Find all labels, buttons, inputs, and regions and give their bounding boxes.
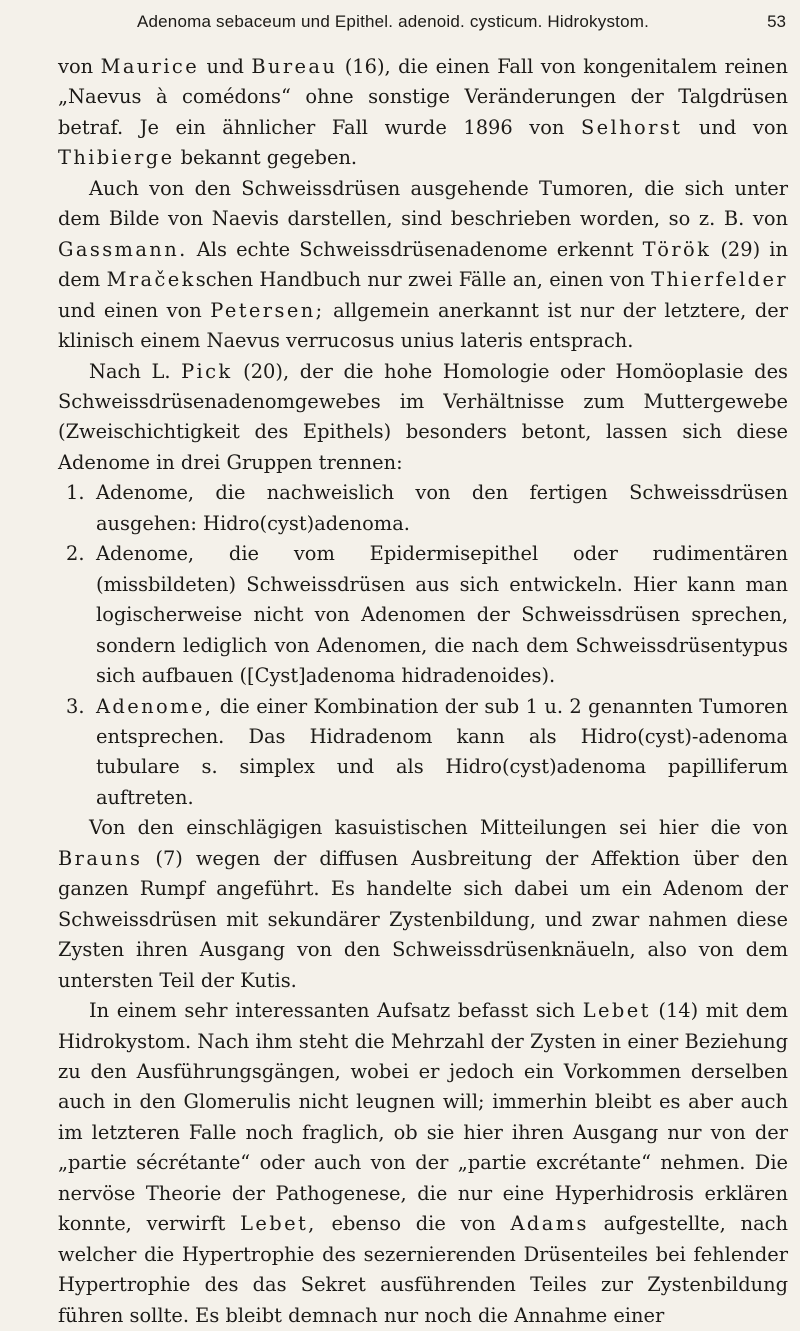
- spaced-name: Selhorst: [581, 115, 683, 139]
- spaced-name: Brauns: [58, 846, 143, 870]
- text-run: bekannt gegeben.: [174, 146, 358, 170]
- spaced-name: Mraček: [106, 268, 196, 292]
- text-run: In einem sehr interessanten Aufsatz befasst sich: [89, 999, 583, 1023]
- text-run: ebenso die von: [316, 1212, 511, 1236]
- text-run: (29) in dem: [58, 237, 788, 292]
- text-run: (14) mit dem Hidrokystom. Nach ihm steht die Mehrzahl der Zysten in einer Beziehung zu den Ausführungsgängen, wobei er jedoch ein Vorkommen derselben auch in den Glomerulis nicht leugnen will; immerhin bleibt es aber auch im letzteren Falle noch fraglich, ob sie hier ihren Ausgang nur von der „partie sécrétante“ oder auch von der „partie excrétante“ nehmen. Die nervöse Theorie der Pathogenese, die nur eine Hyperhidrosis erklären konnte, verwirft: [58, 999, 788, 1236]
- spaced-name: Lebet,: [240, 1212, 317, 1236]
- spaced-name: Maurice: [100, 55, 200, 78]
- adenoma-groups-list: [58, 478, 788, 813]
- text-run: und: [199, 55, 252, 78]
- text-run: Adenome, die vom Epidermisepithel oder rudimentären (missbildeten) Schweissdrüsen aus sich entwickeln. Hier kann man logischerweise nicht von Adenomen der Schweissdrüsen sprechen, sondern lediglich von Adenomen, die nach dem Schweissdrüsentypus sich aufbauen ([Cyst]adenoma hidradenoides).: [96, 542, 788, 688]
- text-run: Nach L.: [89, 359, 182, 383]
- text-run: von: [58, 55, 101, 78]
- text-run: Von den einschlägigen kasuistischen Mitteilungen sei hier die von: [89, 816, 788, 840]
- text-run: Adenome, die nachweislich von den fertigen Schweissdrüsen ausgehen: Hidro(cyst)adenoma.: [96, 481, 788, 535]
- text-run: Als echte Schweissdrüsenadenome erkennt: [187, 237, 643, 261]
- text-run: und einen von: [58, 298, 211, 322]
- spaced-name: Thierfelder: [651, 268, 788, 292]
- list-number: 3.: [66, 694, 85, 718]
- paragraph: [58, 52, 788, 174]
- text-run: (16), die einen Fall von kongenitalem reinen „Naevus à comédons“ ohne sonstige Veränderungen der Talgdrüsen betraf. Je ein ähnlicher Fall wurde 1896 von: [58, 55, 789, 139]
- list-item: [58, 692, 788, 814]
- spaced-name: Pick: [181, 359, 233, 383]
- spaced-name: Bureau: [251, 55, 338, 78]
- running-title: Adenoma sebaceum und Epithel. adenoid. cysticum. Hidrokystom.: [136, 12, 650, 31]
- list-number: 1.: [66, 481, 85, 505]
- paragraph: [58, 996, 788, 1331]
- text-run: Auch von den Schweissdrüsen ausgehende Tumoren, die sich unter dem Bilde von Naevis darstellen, sind beschrieben worden, so z. B. von: [58, 176, 788, 231]
- spaced-name: Gassmann.: [58, 237, 188, 261]
- text-run: aufgestellte, nach welcher die Hypertrophie des sezernierenden Drüsenteiles bei fehlender Hypertrophie des das Sekret ausführenden Teiles zur Zystenbildung führen sollte. Es bleibt demnach nur noch die Annahme einer: [58, 1212, 788, 1327]
- spaced-name: Lebet: [582, 999, 651, 1023]
- list-item: [58, 539, 788, 691]
- text-run: (7) wegen der diffusen Ausbreitung der Affektion über den ganzen Rumpf angeführt. Es handelte sich dabei um ein Adenom der Schweissdrüsen mit sekundärer Zystenbildung, und zwar nahmen diese Zysten ihren Ausgang von den Schweissdrüsenknäueln, also von dem untersten Teil der Kutis.: [58, 846, 788, 992]
- spaced-name: Thibierge: [58, 146, 175, 170]
- text-run: (20), der die hohe Homologie oder Homöoplasie des Schweissdrüsenadenomgewebes im Verhältnisse zum Muttergewebe (Zweischichtigkeit des Epithels) besonders betont, lassen sich diese Adenome in drei Gruppen trennen:: [58, 359, 788, 474]
- list-item: [58, 478, 788, 539]
- list-number: 2.: [66, 542, 85, 566]
- page-number: 53: [767, 12, 786, 31]
- paragraph: [58, 174, 788, 357]
- spaced-name: Török: [642, 237, 712, 261]
- body-text: [58, 52, 788, 1331]
- spaced-name: Adams: [510, 1212, 589, 1236]
- page-header: [60, 12, 786, 52]
- text-run: allgemein anerkannt ist nur der letztere, der klinisch einem Naevus verrucosus unius lateris entsprach.: [58, 298, 788, 353]
- text-run: schen Handbuch nur zwei Fälle an, einen von: [195, 268, 652, 292]
- spaced-name: Adenome,: [96, 694, 214, 718]
- paragraph: [58, 813, 788, 996]
- spaced-name: Petersen;: [210, 298, 325, 322]
- text-run: und von: [682, 115, 788, 139]
- paragraph: [58, 357, 788, 479]
- text-run: die einer Kombination der sub 1 u. 2 genannten Tumoren entsprechen. Das Hidradenom kann als Hidro(cyst)-adenoma tubulare s. simplex und als Hidro(cyst)adenoma papilliferum auftreten.: [96, 694, 788, 809]
